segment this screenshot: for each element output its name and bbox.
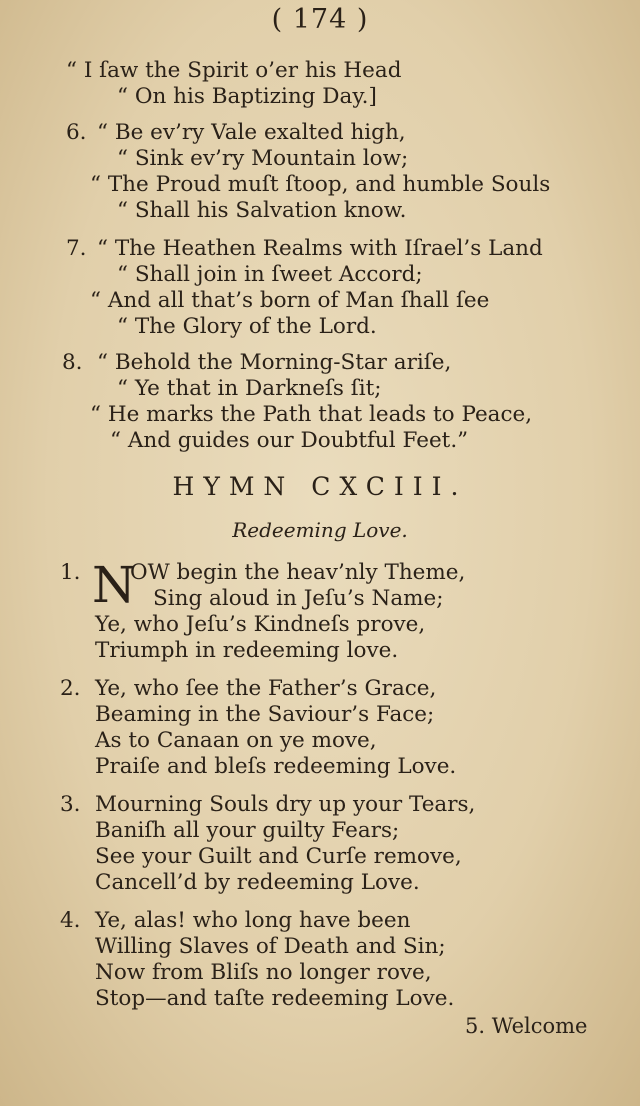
drop-cap: N (92, 556, 136, 614)
verse-line: Mourning Souls dry up your Tears, (95, 792, 476, 817)
verse-line: “ The Heathen Realms with Iſrael’s Land (97, 236, 543, 261)
verse-line: Beaming in the Saviour’s Face; (95, 702, 435, 727)
verse-line: Cancell’d by redeeming Love. (95, 870, 420, 895)
verse-line: “ The Proud muſt ſtoop, and humble Souls (90, 172, 551, 197)
verse-line: Now from Bliſs no longer rove, (95, 960, 432, 985)
verse-number: 4. (60, 908, 81, 933)
verse-line: Ye, alas! who long have been (95, 908, 411, 933)
verse-number: 8. (62, 350, 83, 375)
verse-line: “ Be ev’ry Vale exalted high, (97, 120, 406, 145)
verse-number: 3. (60, 792, 81, 817)
verse-line: Ye, who ſee the Father’s Grace, (95, 676, 437, 701)
hymn-subtitle: Redeeming Love. (232, 518, 408, 542)
verse-line: “ Shall his Salvation know. (117, 198, 407, 223)
verse-line: “ Behold the Morning-Star ariſe, (97, 350, 452, 375)
verse-line: Willing Slaves of Death and Sin; (95, 934, 446, 959)
verse-number: 2. (60, 676, 81, 701)
verse-line: Sing aloud in Jeſu’s Name; (153, 586, 444, 611)
verse-number: 6. (66, 120, 87, 145)
verse-line: “ On his Baptizing Day.] (117, 84, 377, 109)
verse-line: See your Guilt and Curſe remove, (95, 844, 462, 869)
verse-line: “ Sink ev’ry Mountain low; (117, 146, 409, 171)
verse-line: Baniſh all your guilty Fears; (95, 818, 400, 843)
verse-line: “ Ye that in Darkneſs ſit; (117, 376, 382, 401)
catchword: 5. Welcome (465, 1014, 588, 1038)
verse-line: As to Canaan on ye move, (95, 728, 377, 753)
page-number: ( 174 ) (271, 4, 369, 35)
verse-line: Ye, who Jeſu’s Kindneſs prove, (95, 612, 426, 637)
verse-line: “ He marks the Path that leads to Peace, (90, 402, 533, 427)
verse-line: Praiſe and bleſs redeeming Love. (95, 754, 457, 779)
verse-line: Triumph in redeeming love. (95, 638, 399, 663)
verse-line: OW begin the heav’nly Theme, (130, 560, 466, 585)
hymn-title: HYMN CXCIII. (172, 472, 468, 501)
verse-line: Stop—and taſte redeeming Love. (95, 986, 455, 1011)
verse-line: “ Shall join in ſweet Accord; (117, 262, 423, 287)
verse-number: 7. (66, 236, 87, 261)
verse-number: 1. (60, 560, 81, 585)
verse-line: “ I ſaw the Spirit o’er his Head (66, 58, 402, 83)
verse-line: “ And guides our Doubtful Feet.” (110, 428, 469, 453)
verse-line: “ The Glory of the Lord. (117, 314, 377, 339)
verse-line: “ And all that’s born of Man ſhall ſee (90, 288, 490, 313)
